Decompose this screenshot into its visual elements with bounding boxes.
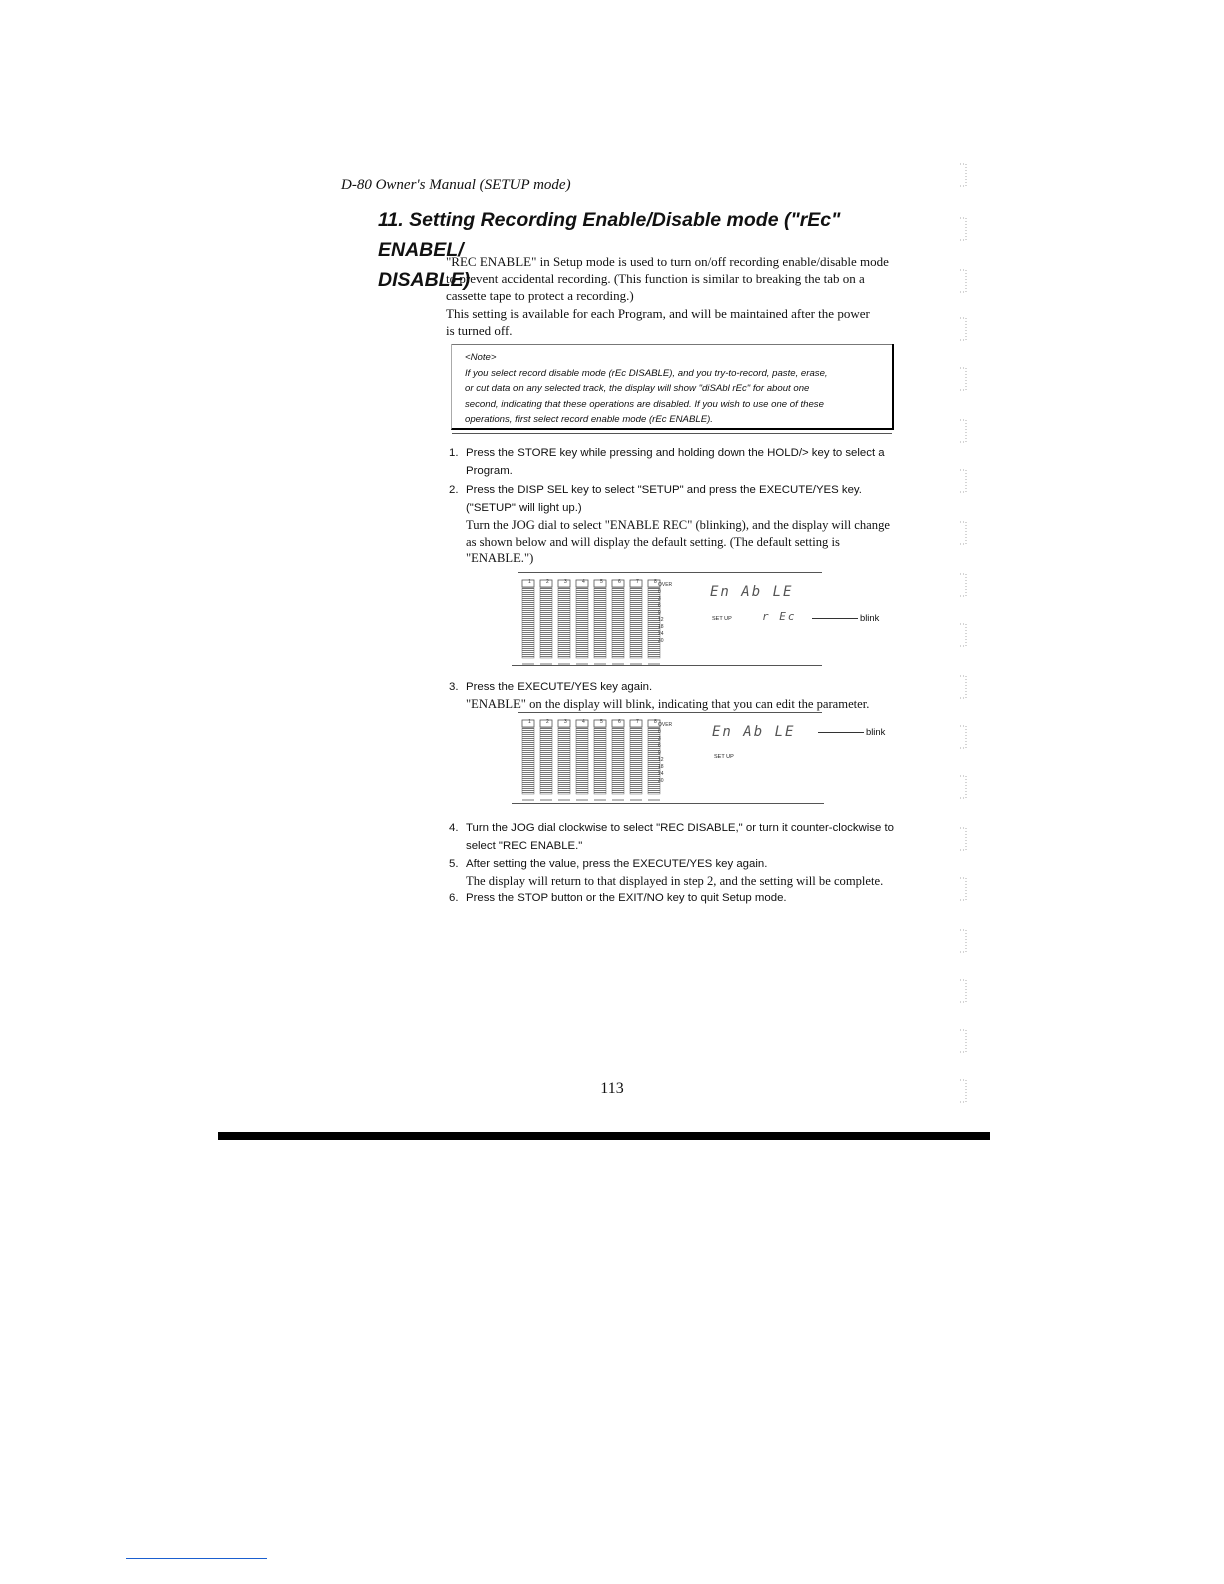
step-number: 4. [449, 822, 459, 834]
step-text: Press the STORE key while pressing and holding down the HOLD/> key to select a [466, 447, 885, 459]
step-number: 2. [449, 484, 459, 496]
page-number: 113 [600, 1080, 624, 1097]
meter-scale-label: 12 [658, 617, 664, 623]
binding-edge-marks [950, 160, 980, 1120]
step-subtext: Turn the JOG dial to select "ENABLE REC" (blinking), and the display will change [466, 518, 890, 532]
meter-scale-label: 18 [658, 624, 664, 630]
track-number: 7 [636, 719, 639, 725]
step-text: After setting the value, press the EXECUTE/YES key again. [466, 858, 768, 870]
meter-scale-label: 3 [658, 736, 661, 742]
step-text: ("SETUP" will light up.) [466, 502, 582, 514]
track-number: 5 [600, 579, 603, 585]
meter-scale-label: 6 [658, 743, 661, 749]
setup-indicator: SET UP [714, 754, 734, 760]
note-heading: <Note> [465, 352, 497, 363]
track-number: 2 [546, 719, 549, 725]
step-text: select "REC ENABLE." [466, 840, 583, 852]
meter-scale-label: 12 [658, 757, 664, 763]
footer-rule [218, 1132, 990, 1140]
meter-scale-label: 0 [658, 589, 661, 595]
lcd-display-2 [506, 712, 886, 806]
step-subtext: "ENABLE" on the display will blink, indicating that you can edit the parameter. [466, 697, 870, 711]
setup-indicator: SET UP [712, 616, 732, 622]
meter-scale-label: 30 [658, 638, 664, 644]
level-meter-graphic [518, 718, 678, 808]
step-number: 6. [449, 892, 459, 904]
section-title-line-1: 11. Setting Recording Enable/Disable mode ("rEc" ENABEL/ [378, 209, 841, 261]
meter-scale-label: 24 [658, 631, 664, 637]
step-number: 3. [449, 681, 459, 693]
meter-scale-label: 9 [658, 610, 661, 616]
step-subtext: The display will return to that displayed in step 2, and the setting will be complete. [466, 874, 884, 888]
note-line: operations, first select record enable mode (rEc ENABLE). [465, 414, 713, 426]
step-number: 5. [449, 858, 459, 870]
intro-line: is turned off. [446, 322, 513, 338]
lcd-display-1 [506, 572, 880, 668]
track-number: 7 [636, 579, 639, 585]
blink-pointer-line [818, 732, 864, 733]
segment-display-top: En Ab LE [710, 584, 794, 600]
track-number: 3 [564, 719, 567, 725]
meter-scale-label: OVER [658, 722, 673, 728]
step-subtext: "ENABLE.") [466, 551, 534, 565]
meter-scale [658, 582, 672, 645]
intro-line: cassette tape to protect a recording.) [446, 288, 634, 304]
meter-scale-label: 18 [658, 764, 664, 770]
meter-scale-label: 24 [658, 771, 664, 777]
segment-display-top: En Ab LE [712, 724, 796, 740]
meter-scale-label: 30 [658, 778, 664, 784]
footer-link-underline [126, 1558, 267, 1559]
level-meter-graphic [518, 578, 678, 670]
intro-line: "REC ENABLE" in Setup mode is used to turn on/off recording enable/disable mode [446, 254, 889, 269]
intro-line: to prevent accidental recording. (This function is similar to breaking the tab on a [446, 271, 865, 287]
step-text: Program. [466, 465, 513, 477]
section-title-line-2: DISABLE) [378, 269, 471, 291]
track-number: 6 [618, 719, 621, 725]
note-line: or cut data on any selected track, the display will show "diSAbl rEc" for about one [465, 383, 810, 395]
blink-label: blink [866, 726, 886, 737]
track-number: 6 [618, 579, 621, 585]
step-text: Press the DISP SEL key to select "SETUP" and press the EXECUTE/YES key. [466, 484, 862, 496]
note-line: If you select record disable mode (rEc DISABLE), and you try-to-record, paste, erase, [465, 367, 828, 379]
meter-scale-label: OVER [658, 582, 673, 588]
track-number: 1 [528, 579, 531, 585]
intro-paragraph [446, 253, 916, 339]
track-number: 5 [600, 719, 603, 725]
step-number: 1. [449, 447, 459, 459]
track-number: 4 [582, 719, 585, 725]
track-number: 4 [582, 579, 585, 585]
meter-scale [658, 722, 672, 785]
track-number: 8 [654, 719, 657, 725]
blink-label: blink [860, 612, 880, 623]
meter-scale-label: 6 [658, 603, 661, 609]
track-number: 8 [654, 579, 657, 585]
meter-scale-label: 0 [658, 729, 661, 735]
note-text [465, 350, 885, 428]
track-number: 3 [564, 579, 567, 585]
track-number: 1 [528, 719, 531, 725]
step-text: Turn the JOG dial clockwise to select "REC DISABLE," or turn it counter-clockwise to [466, 822, 895, 834]
step-text: Press the STOP button or the EXIT/NO key to quit Setup mode. [466, 892, 787, 904]
track-number: 2 [546, 579, 549, 585]
segment-display-bottom: r Ec [762, 610, 797, 623]
meter-scale-label: 9 [658, 750, 661, 756]
note-line: second, indicating that these operations are disabled. If you wish to use one of these [465, 398, 824, 410]
blink-pointer-line [812, 618, 858, 619]
step-subtext: as shown below and will display the default setting. (The default setting is [466, 534, 840, 549]
intro-line: This setting is available for each Program, and will be maintained after the power [446, 305, 870, 321]
running-header: D-80 Owner's Manual (SETUP mode) [341, 177, 571, 193]
meter-scale-label: 3 [658, 596, 661, 602]
note-box [451, 344, 894, 430]
step-text: Press the EXECUTE/YES key again. [466, 681, 653, 693]
